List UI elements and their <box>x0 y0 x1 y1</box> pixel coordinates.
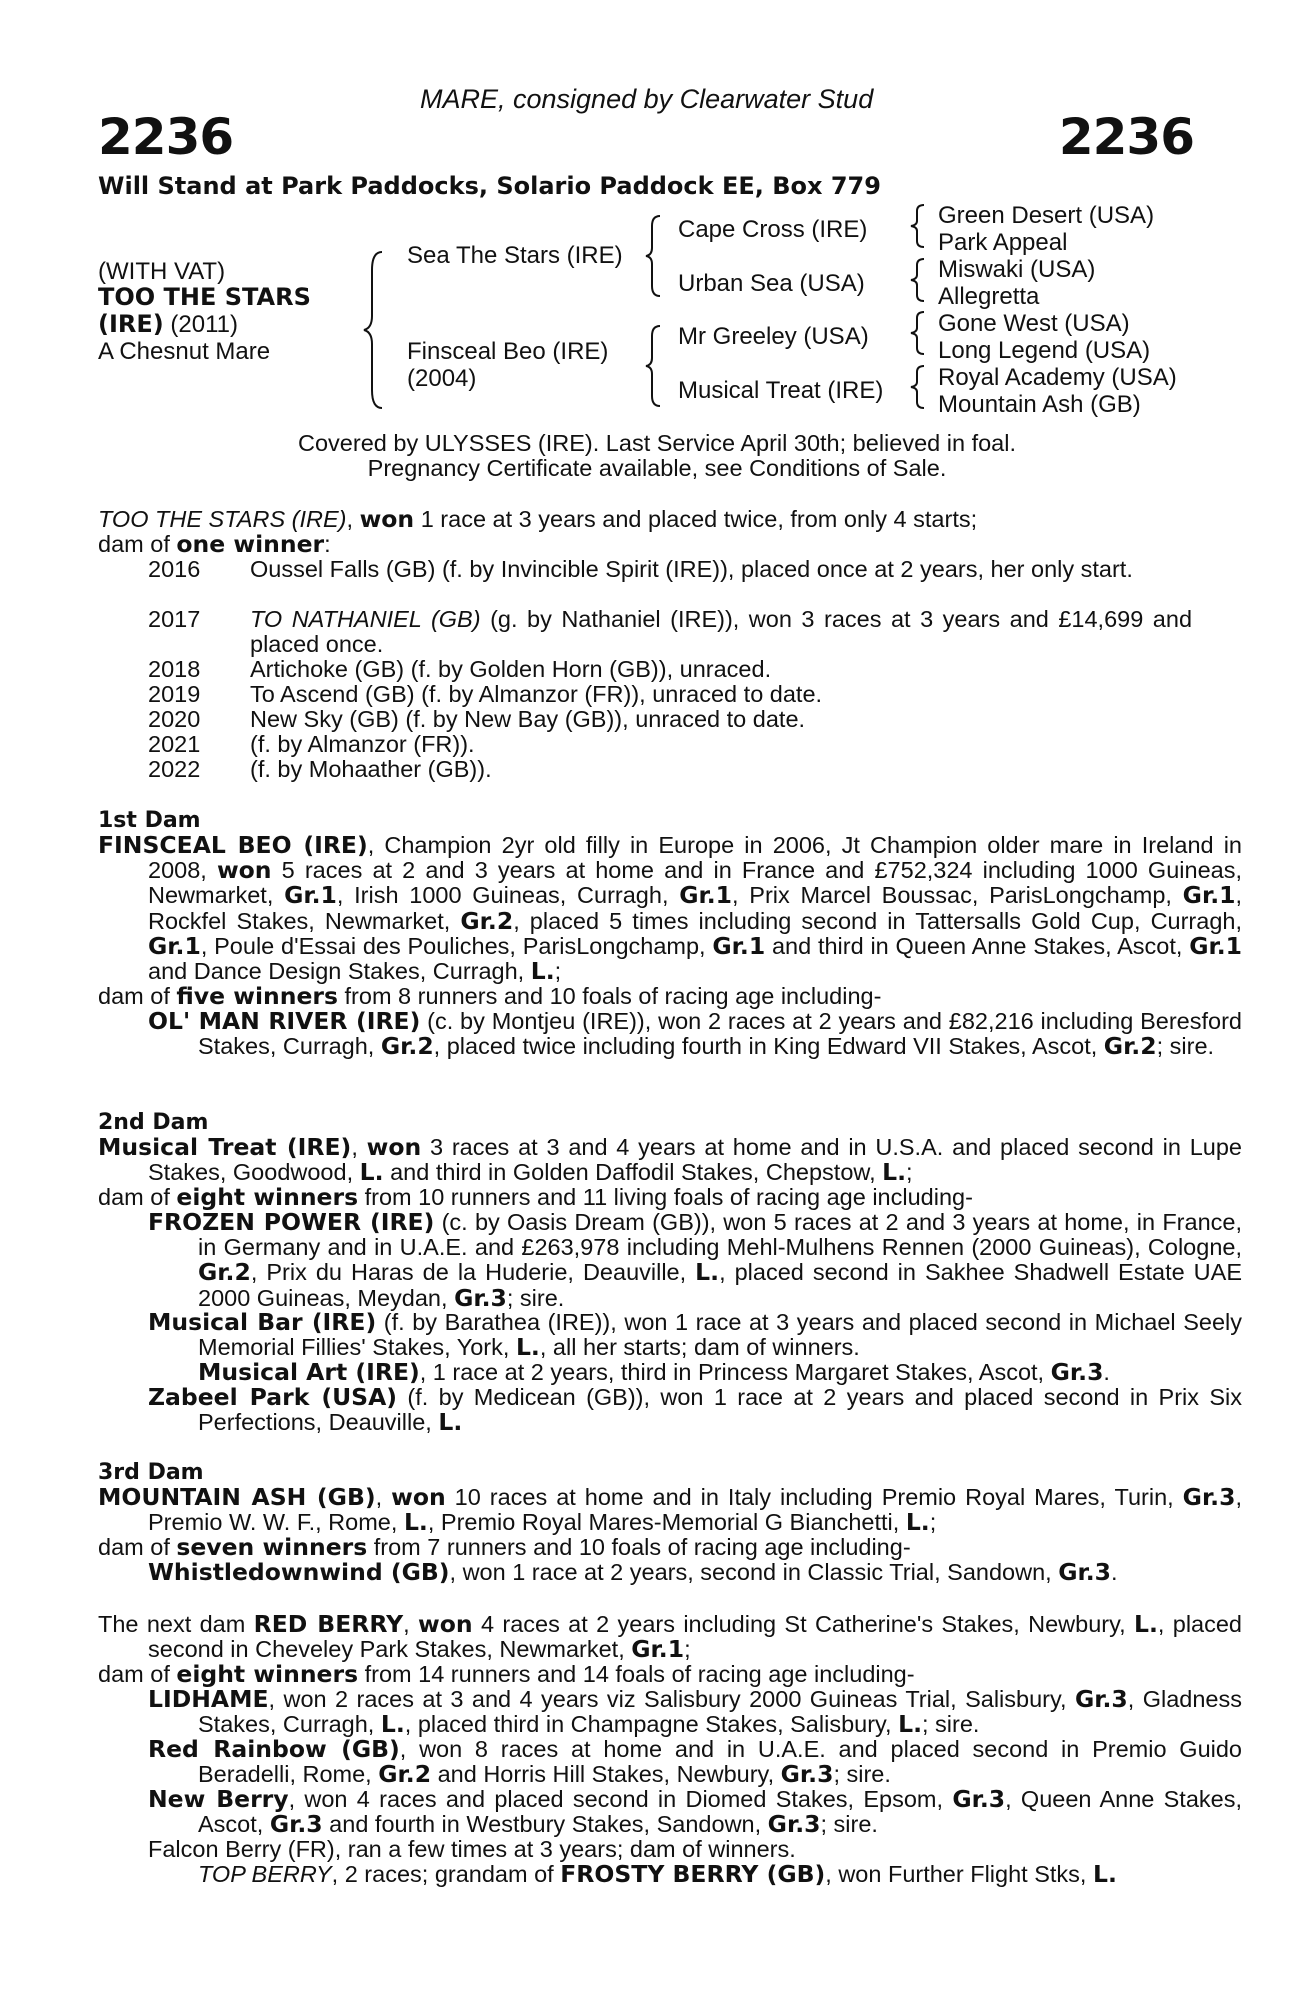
text-run: from 8 runners and 10 foals of racing age including- <box>337 983 882 1009</box>
pedigree-gg-7: Royal Academy (USA) <box>938 364 1177 391</box>
text-run: OL' MAN RIVER (IRE) <box>148 1007 421 1035</box>
text-run: L. <box>898 1710 922 1739</box>
text-run: L. <box>905 1508 930 1537</box>
dam3-record <box>98 1485 1242 1535</box>
pedigree-sire: Sea The Stars (IRE) <box>407 242 623 269</box>
text-run: 10 races at home and in Italy including Premio Royal Mares, Turin, <box>445 1484 1183 1510</box>
text-run: eight winners <box>176 1660 359 1688</box>
pedigree-gg-1: Green Desert (USA) <box>938 202 1155 229</box>
text-run: MOUNTAIN ASH (GB) <box>98 1483 376 1511</box>
text-run: , placed third in Champagne Stakes, Salisbury, <box>404 1711 899 1738</box>
dam2-produce-entry <box>148 1385 1242 1435</box>
text-run: , won 1 race at 2 years, second in Classic Trial, Sandown, <box>449 1559 1059 1585</box>
horse-origin-year: (IRE) (2011) <box>98 310 239 338</box>
text-run: L. <box>438 1408 463 1437</box>
text-run: L. <box>515 1333 540 1362</box>
pedigree-dam-year: (2004) <box>407 365 477 392</box>
text-run: five winners <box>176 982 338 1010</box>
text-run: won <box>391 1483 446 1511</box>
text-run: dam of <box>98 1184 177 1210</box>
text-run: , placed 5 times including second in Tattersalls Gold Cup, Curragh, <box>513 907 1242 934</box>
text-run: Gr.3 <box>952 1785 1006 1813</box>
text-run: , all her starts; dam of winners. <box>539 1334 860 1361</box>
pedigree-gg-4: Allegretta <box>938 283 1040 310</box>
text-run: FROSTY BERRY (GB) <box>560 1860 826 1888</box>
text-run: , <box>375 1484 392 1510</box>
pedigree-gg-5: Gone West (USA) <box>938 310 1130 337</box>
foal-year: 2016 <box>148 556 201 582</box>
pedigree-gg-2: Park Appeal <box>938 229 1068 256</box>
text-run: Gr.3 <box>1058 1558 1112 1586</box>
text-run: (c. by Montjeu (IRE)), won 2 races at 2 years and £82,216 including Beresford Stakes, Curragh, <box>198 1008 1242 1060</box>
text-run: L. <box>530 957 555 986</box>
page-subtitle: MARE, consigned by Clearwater Stud <box>420 84 874 114</box>
text-run: dam of <box>98 1534 177 1560</box>
dam2-produce-subentry <box>198 1360 1110 1385</box>
text-run: Zabeel Park (USA) <box>148 1383 398 1411</box>
pedigree-brace-g4 <box>908 364 930 410</box>
text-run: The next dam <box>98 1611 254 1637</box>
pedigree-dam: Finsceal Beo (IRE) <box>407 338 609 365</box>
text-run: New Berry <box>148 1785 289 1813</box>
dam2-produce-entry <box>148 1310 1242 1360</box>
text-run: Gr.2 <box>378 1760 432 1789</box>
text-run: , <box>403 1611 419 1637</box>
text-run: dam of <box>98 1661 177 1687</box>
section-heading-2nd-dam: 2nd Dam <box>98 1110 209 1135</box>
foal-year: 2022 <box>148 756 201 782</box>
text-run: (f. by Barathea (IRE)), won 1 race at 3 years and placed second in Michael Seely Memorial Fillies' Stakes, York, <box>198 1309 1242 1361</box>
stand-location: Will Stand at Park Paddocks, Solario Paddock EE, Box 779 <box>98 172 881 200</box>
text-run: ; sire. <box>506 1284 565 1311</box>
text-run: , Gladness Stakes, Curragh, <box>198 1686 1242 1738</box>
text-run: ; <box>684 1636 691 1663</box>
text-run: L. <box>1133 1610 1158 1638</box>
text-run: , Premio Royal Mares-Memorial G Bianchetti, <box>427 1509 906 1536</box>
text-run: Gr.3 <box>454 1283 507 1312</box>
text-run: , placed second in Sakhee Shadwell Estate UAE 2000 Guineas, Meydan, <box>198 1259 1242 1311</box>
pedigree-brace-main <box>360 250 390 410</box>
foal-year: 2019 <box>148 681 201 707</box>
text-run: RED BERRY <box>253 1610 404 1638</box>
text-run: Gr.2 <box>1103 1032 1157 1061</box>
text-run: , Irish 1000 Guineas, Curragh, <box>336 882 680 909</box>
text-run: TOP BERRY <box>198 1861 332 1887</box>
text-run: LIDHAME <box>148 1685 269 1713</box>
text-run: (c. by Oasis Dream (GB)), won 5 races at 2 and 3 years at home, in France, in Germany and in U.A.E. and £263,978 including Mehl-Mulhens Rennen (2000 Guineas), Cologne, <box>198 1209 1242 1261</box>
lot-number-left: 2236 <box>98 108 234 166</box>
foal-entry: (f. by Mohaather (GB)). <box>250 756 492 782</box>
dam4-produce-entry <box>148 1737 1242 1787</box>
text-run: ; sire. <box>922 1711 980 1738</box>
text-run: Musical Art (IRE) <box>198 1358 420 1386</box>
text-run: ; sire. <box>1156 1033 1215 1060</box>
foal-entry: New Sky (GB) (f. by New Bay (GB)), unraced to date. <box>250 706 806 732</box>
lot-number-right: 2236 <box>1058 108 1194 166</box>
dam1-produce-summary <box>98 984 881 1009</box>
text-run: Gr.3 <box>780 1760 834 1789</box>
foal-year: 2018 <box>148 656 201 682</box>
horse-description: A Chesnut Mare <box>98 338 271 365</box>
dam1-record <box>98 833 1242 984</box>
text-run: , Poule d'Essai des Pouliches, ParisLongchamp, <box>200 932 713 959</box>
text-run: 3 races at 3 and 4 years at home and in U.S.A. and placed second in Lupe Stakes, Goodwood, <box>148 1134 1242 1186</box>
text-run: ; sire. <box>833 1761 891 1788</box>
foal-year: 2017 <box>148 606 201 632</box>
produce-intro: TOO THE STARS (IRE), won 1 race at 3 years and placed twice, from only 4 starts; <box>98 505 978 533</box>
text-run: L. <box>380 1710 405 1739</box>
dam4-record <box>98 1612 1242 1662</box>
foal-entry: Artichoke (GB) (f. by Golden Horn (GB)), unraced. <box>250 656 772 682</box>
text-run: Gr.3 <box>269 1810 323 1839</box>
text-run: , 1 race at 2 years, third in Princess Margaret Stakes, Ascot, <box>419 1359 1051 1385</box>
dam2-produce-summary <box>98 1185 973 1210</box>
text-run: . <box>1103 1359 1110 1385</box>
text-run: , won 8 races at home and in U.A.E. and placed second in Premio Guido Beradelli, Rome, <box>198 1736 1242 1788</box>
pedigree-gg-3: Miswaki (USA) <box>938 256 1096 283</box>
text-run: , Prix Marcel Boussac, ParisLongchamp, <box>732 882 1183 909</box>
text-run: , won 4 races and placed second in Diomed Stakes, Epsom, <box>288 1786 953 1812</box>
section-heading-1st-dam: 1st Dam <box>98 808 201 833</box>
text-run: L. <box>882 1158 907 1187</box>
covered-line-2: Pregnancy Certificate available, see Conditions of Sale. <box>367 455 947 481</box>
text-run: , won Further Flight Stks, <box>825 1861 1093 1887</box>
text-run: won <box>418 1610 473 1638</box>
text-run: L. <box>403 1508 428 1537</box>
text-run: . <box>1111 1559 1118 1585</box>
dam4-produce-entry <box>148 1837 796 1862</box>
text-run: , placed second in Cheveley Park Stakes, Newmarket, <box>148 1611 1243 1663</box>
text-run: Whistledownwind (GB) <box>148 1558 450 1586</box>
dam4-produce-subentry <box>198 1862 1117 1887</box>
text-run: Musical Bar (IRE) <box>148 1308 377 1336</box>
pedigree-dam-dam: Musical Treat (IRE) <box>678 377 884 404</box>
foal-entry: TO NATHANIEL (GB) (g. by Nathaniel (IRE)), won 3 races at 3 years and £14,699 and placed once. <box>250 606 1193 658</box>
pedigree-brace-g1 <box>908 203 930 249</box>
text-run: ; <box>906 1159 913 1186</box>
text-run: Musical Treat (IRE) <box>98 1133 352 1161</box>
foal-entry: Oussel Falls (GB) (f. by Invincible Spirit (IRE)), placed once at 2 years, her only start. <box>250 556 1133 582</box>
text-run: , 2 races; grandam of <box>331 1861 561 1887</box>
foal-entry: (f. by Almanzor (FR)). <box>250 731 475 757</box>
text-run: FROZEN POWER (IRE) <box>148 1208 435 1236</box>
text-run: ; <box>554 958 562 985</box>
text-run: Gr.1 <box>148 931 201 960</box>
foal-year: 2020 <box>148 706 201 732</box>
text-run: , Rockfel Stakes, Newmarket, <box>148 882 1243 934</box>
text-run: , Champion 2yr old filly in Europe in 2006, Jt Champion older mare in Ireland in 2008, <box>148 832 1243 884</box>
text-run: 5 races at 2 and 3 years at home and in France and £752,324 including 1000 Guineas, Newmarket, <box>148 857 1242 909</box>
text-run: won <box>366 1133 422 1161</box>
dam2-produce-entry <box>148 1210 1242 1311</box>
dam3-produce-summary <box>98 1535 911 1560</box>
text-run: ; sire. <box>820 1811 878 1838</box>
text-run: eight winners <box>176 1183 359 1211</box>
text-run: , Prix du Haras de la Huderie, Deauville, <box>250 1259 696 1286</box>
pedigree-gg-6: Long Legend (USA) <box>938 337 1151 364</box>
text-run: L. <box>695 1258 720 1287</box>
text-run: , Premio W. W. F., Rome, <box>148 1484 1242 1536</box>
text-run: Gr.2 <box>198 1258 251 1287</box>
text-run: Gr.2 <box>460 906 514 935</box>
pedigree-brace-g2 <box>908 257 930 303</box>
text-run: from 10 runners and 11 living foals of racing age including- <box>358 1184 973 1210</box>
text-run: seven winners <box>176 1533 368 1561</box>
text-run: FINSCEAL BEO (IRE) <box>98 831 368 859</box>
horse-name: TOO THE STARS <box>98 283 311 311</box>
text-run: , Queen Anne Stakes, Ascot, <box>198 1786 1242 1838</box>
text-run: from 7 runners and 10 foals of racing age including- <box>367 1534 911 1560</box>
text-run: , <box>351 1134 367 1160</box>
text-run: Gr.2 <box>380 1032 434 1061</box>
text-run: Gr.1 <box>631 1635 685 1664</box>
text-run: ; <box>929 1509 937 1536</box>
text-run: Gr.3 <box>1182 1483 1236 1511</box>
text-run: and fourth in Westbury Stakes, Sandown, <box>322 1811 768 1838</box>
dam1-produce-entry <box>148 1009 1242 1059</box>
text-run: Gr.1 <box>284 881 337 910</box>
text-run: Gr.1 <box>712 931 766 960</box>
dam4-produce-summary <box>98 1662 915 1687</box>
foal-year: 2021 <box>148 731 201 757</box>
text-run: , won 2 races at 3 and 4 years viz Salisbury 2000 Guineas Trial, Salisbury, <box>268 1686 1075 1712</box>
text-run: Red Rainbow (GB) <box>148 1735 400 1763</box>
text-run: and Horris Hill Stakes, Newbury, <box>431 1761 781 1788</box>
text-run: and third in Golden Daffodil Stakes, Chepstow, <box>383 1159 883 1186</box>
text-run: L. <box>359 1158 384 1187</box>
foal-entry: To Ascend (GB) (f. by Almanzor (FR)), unraced to date. <box>250 681 823 707</box>
pedigree-gg-8: Mountain Ash (GB) <box>938 391 1141 418</box>
text-run: Gr.1 <box>1189 931 1243 960</box>
text-run: Falcon Berry (FR), ran a few times at 3 years; dam of winners. <box>148 1836 796 1862</box>
text-run: Gr.3 <box>1074 1685 1128 1713</box>
text-run: dam of <box>98 983 177 1009</box>
text-run: Gr.3 <box>767 1810 821 1839</box>
pedigree-brace-g3 <box>908 310 930 356</box>
pedigree-dam-sire: Mr Greeley (USA) <box>678 323 869 350</box>
covered-line-1: Covered by ULYSSES (IRE). Last Service April 30th; believed in foal. <box>298 430 1016 456</box>
text-run: won <box>216 856 272 885</box>
text-run: and third in Queen Anne Stakes, Ascot, <box>765 932 1190 959</box>
dam4-produce-entry <box>148 1787 1242 1837</box>
text-run: Gr.3 <box>1050 1358 1104 1386</box>
dam3-produce-entry <box>148 1560 1118 1585</box>
pedigree-brace-sire <box>642 214 666 298</box>
text-run: , placed twice including fourth in King Edward VII Stakes, Ascot, <box>433 1033 1104 1060</box>
text-run: from 14 runners and 14 foals of racing age including- <box>358 1661 915 1687</box>
pedigree-brace-dam <box>642 324 666 408</box>
pedigree-sire-sire: Cape Cross (IRE) <box>678 216 868 243</box>
pedigree-sire-dam: Urban Sea (USA) <box>678 270 865 297</box>
produce-dam-of: dam of one winner: <box>98 530 331 558</box>
text-run: (f. by Medicean (GB)), won 1 race at 2 years and placed second in Prix Six Perfections, Deauville, <box>198 1384 1243 1436</box>
text-run: L. <box>1093 1860 1117 1888</box>
dam2-record <box>98 1135 1242 1185</box>
vat-note: (WITH VAT) <box>98 258 226 285</box>
text-run: 4 races at 2 years including St Catherine's Stakes, Newbury, <box>472 1611 1134 1637</box>
dam4-produce-entry <box>148 1687 1242 1737</box>
text-run: Gr.1 <box>679 881 733 910</box>
text-run: Gr.1 <box>1182 881 1236 910</box>
section-heading-3rd-dam: 3rd Dam <box>98 1460 204 1485</box>
text-run: and Dance Design Stakes, Curragh, <box>148 958 531 985</box>
